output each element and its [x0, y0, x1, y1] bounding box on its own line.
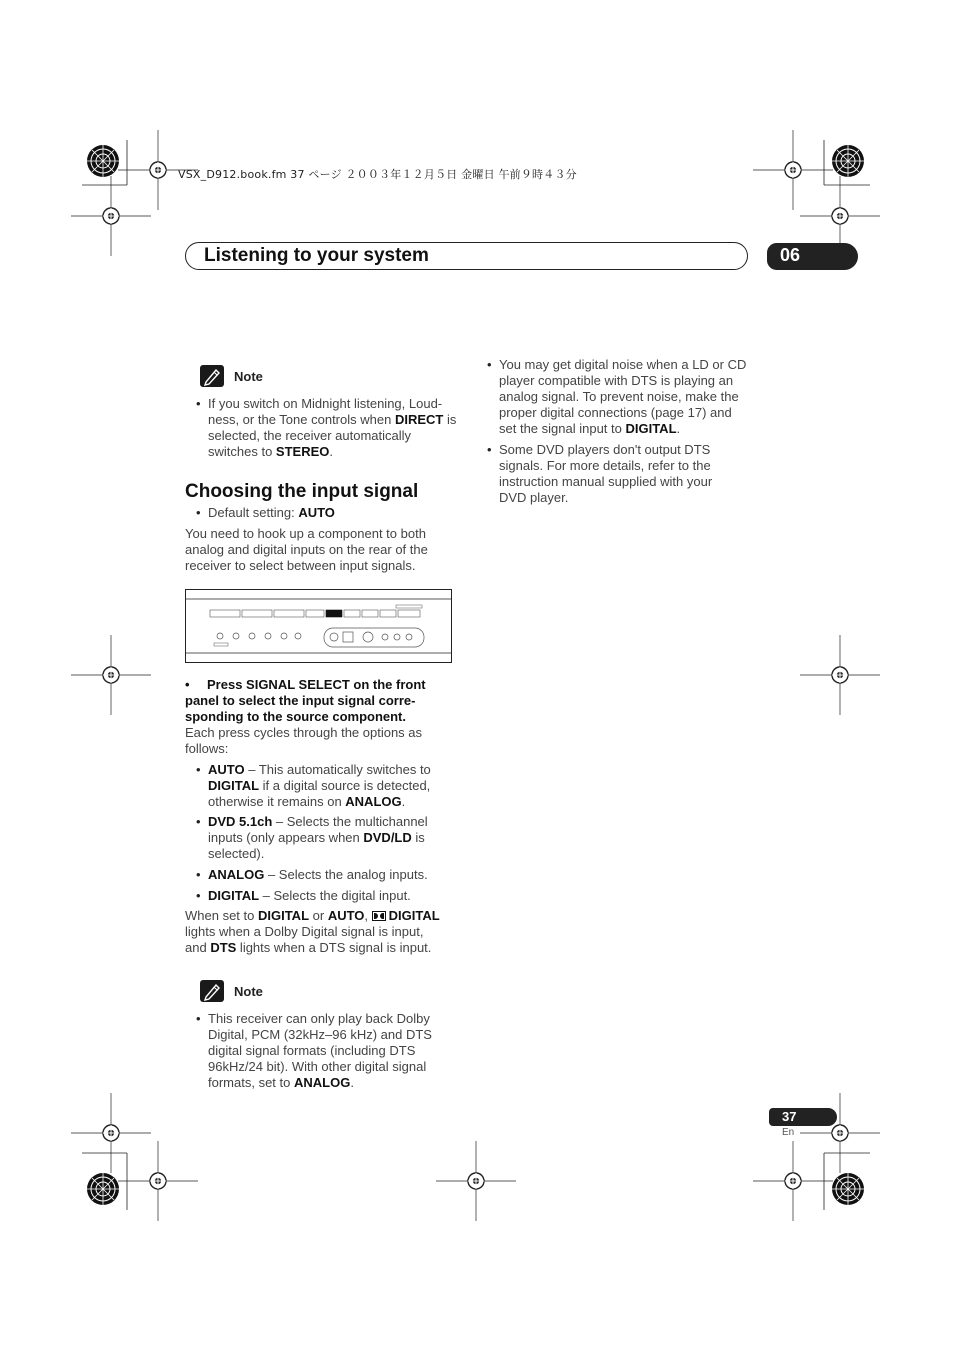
text-line: and [185, 940, 211, 956]
text-line: Press SIGNAL SELECT on the front [207, 677, 426, 692]
option-dvd [208, 814, 458, 862]
text-line: When set to [185, 908, 258, 923]
keyword: AUTO [327, 908, 365, 923]
text-line: digital signal formats (including DTS [208, 1043, 416, 1059]
intro-paragraph [185, 526, 455, 574]
text-line: Default setting: [208, 505, 299, 520]
registration-crosshair-icon [71, 635, 151, 715]
keyword: ANALOG [293, 1075, 351, 1091]
text-line: receiver to select between input signals. [185, 558, 416, 574]
registration-burst-icon [87, 1173, 119, 1205]
instruction: • Press SIGNAL SELECT on the front panel to select the input signal corre- sponding to the source component. Each press cycles through the options as follows: [185, 677, 460, 757]
keyword: DIGITAL [208, 778, 260, 794]
text-line: is [411, 830, 425, 846]
page-title: Listening to your system [204, 245, 429, 266]
right-item-dts [499, 442, 749, 506]
page-number-badge [769, 1108, 837, 1126]
keyword: DVD 5.1ch [208, 814, 273, 829]
registration-crosshair-icon [800, 1093, 880, 1173]
text-line: – This automatically switches to [244, 762, 431, 777]
pencil-icon [200, 980, 224, 1002]
file-header: VSX_D912.book.fm 37 ページ ２００３年１２月５日 金曜日 午前９時４３分 [178, 168, 577, 181]
text-line: sponding to the source component. [185, 709, 406, 725]
dolby-icon [372, 911, 386, 921]
keyword: AUTO [298, 505, 335, 520]
note-label: Note [234, 368, 263, 384]
text-line: , [364, 908, 372, 923]
registration-crosshair-icon [118, 1141, 198, 1221]
text-line: selected). [208, 846, 265, 862]
text-line: inputs (only appears when [208, 830, 364, 846]
default-setting [208, 505, 335, 521]
text-line: formats, set to [208, 1075, 294, 1091]
text-line: • Some DVD players don't output DTS [499, 442, 711, 457]
keyword: DIGITAL [388, 908, 440, 923]
text-line: otherwise it remains on [208, 794, 346, 810]
pencil-icon [200, 365, 224, 387]
note-item [208, 396, 458, 460]
option-digital [208, 888, 458, 904]
page-language: En [782, 1127, 795, 1138]
page-number: 37 [782, 1109, 797, 1124]
note-heading [200, 980, 263, 1002]
text-line: instruction manual supplied with your [499, 474, 713, 490]
text-line: – Selects the digital input. [259, 888, 411, 903]
text-line: 96kHz/24 bit). With other digital signal [208, 1059, 427, 1075]
text-line: DVD player. [499, 490, 569, 506]
text-line: analog signal. To prevent noise, make the [499, 389, 739, 405]
text-line: ness, or the Tone controls when [208, 412, 395, 428]
registration-burst-icon [87, 145, 119, 177]
text-line: if a digital source is detected, [259, 778, 431, 794]
keyword: DIGITAL [257, 908, 310, 923]
option-auto [208, 762, 458, 810]
text-line: switches to [208, 444, 276, 460]
registration-burst-icon [832, 1173, 864, 1205]
keyword: ANALOG [208, 867, 265, 882]
text-line: analog and digital inputs on the rear of the [185, 542, 428, 558]
text-line: . [676, 421, 681, 437]
text-line: proper digital connections (page 17) and [499, 405, 732, 421]
keyword: DIRECT [394, 412, 444, 428]
registration-crosshair-icon [71, 1093, 151, 1173]
text-line: player compatible with DTS is playing an [499, 373, 734, 389]
text-line: lights when a Dolby Digital signal is input, [185, 924, 424, 940]
text-line: Each press cycles through the options as [185, 725, 423, 741]
text-line: selected, the receiver automatically [208, 428, 412, 444]
chapter-number: 06 [780, 245, 801, 265]
keyword: AUTO [208, 762, 245, 777]
section-heading: Choosing the input signal [185, 481, 419, 502]
keyword: DIGITAL [625, 421, 677, 437]
text-line: . [350, 1075, 354, 1091]
keyword: ANALOG [345, 794, 402, 810]
text-line: • This receiver can only play back Dolby [208, 1011, 430, 1026]
text-line: You need to hook up a component to both [185, 526, 426, 541]
text-line: signals. For more details, refer to the [499, 458, 711, 474]
text-line: . [401, 794, 406, 810]
text-line: Digital, PCM (32kHz–96 kHz) and DTS [208, 1027, 432, 1043]
registration-crosshair-icon [753, 1141, 833, 1221]
registration-crosshair-icon [436, 1141, 516, 1221]
registration-crosshair-icon [71, 176, 151, 256]
text-line: lights when a DTS signal is input. [236, 940, 432, 956]
note-label: Note [234, 983, 263, 999]
text-line: is [443, 412, 457, 428]
right-item-noise [499, 357, 749, 437]
registration-crosshair-icon [753, 130, 833, 210]
text-line: follows: [185, 741, 229, 757]
keyword: DIGITAL [208, 888, 260, 903]
registration-burst-icon [832, 145, 864, 177]
text-line: • You may get digital noise when a LD or CD [499, 357, 747, 372]
indicator-paragraph [185, 908, 460, 956]
registration-crosshair-icon [800, 635, 880, 715]
receiver-front-panel-icon [186, 590, 451, 662]
chapter-badge [767, 243, 858, 270]
note-heading [200, 365, 263, 387]
text-line: or [309, 908, 328, 923]
keyword: DVD/LD [363, 830, 412, 846]
text-line: If you switch on Midnight listening, Loud- [208, 396, 443, 411]
keyword: DTS [210, 940, 237, 956]
text-line: – Selects the analog inputs. [264, 867, 428, 882]
page-title-bar [185, 242, 748, 270]
front-panel-illustration [185, 589, 452, 663]
text-line: set the signal input to [499, 421, 626, 437]
option-analog [208, 867, 458, 883]
text-line: – Selects the multichannel [272, 814, 428, 829]
text-line: panel to select the input signal corre- [185, 693, 416, 709]
keyword: STEREO [275, 444, 330, 460]
note-item [208, 1011, 458, 1091]
text-line: . [329, 444, 334, 460]
